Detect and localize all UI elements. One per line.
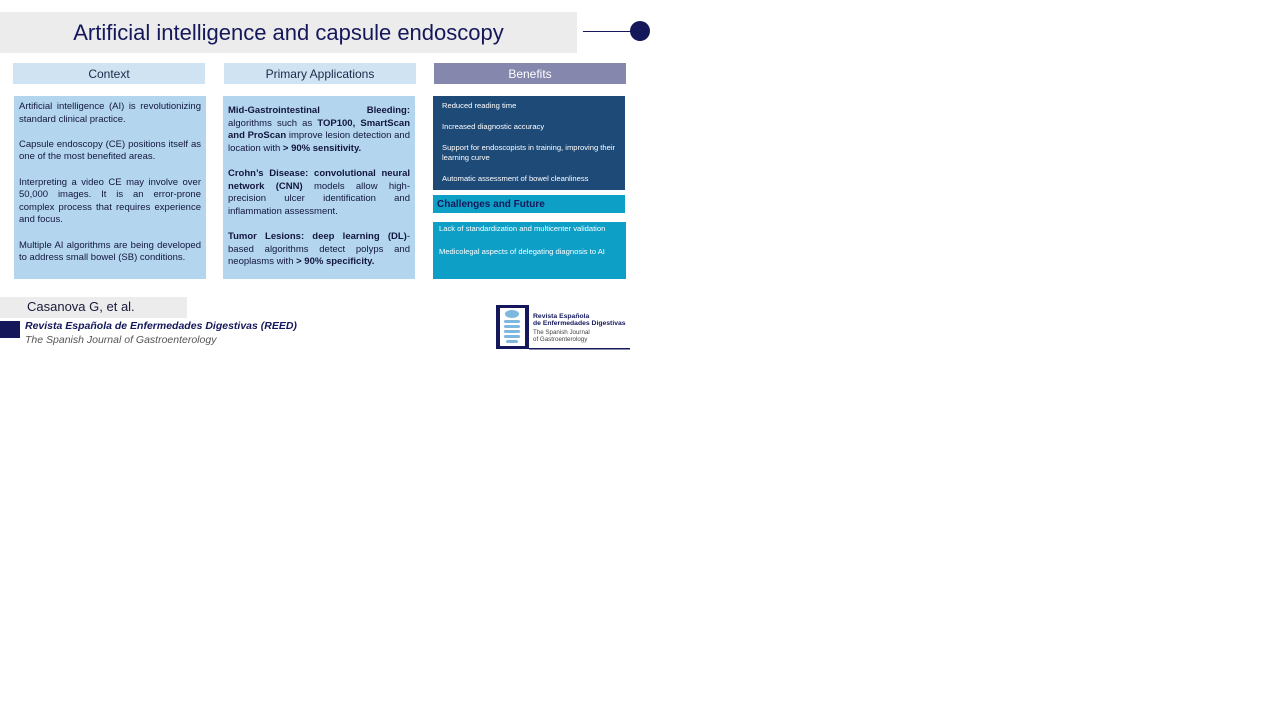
benefits-header: Benefits [434,63,626,84]
author-name: Casanova G, et al. [27,299,135,314]
logo-text: Revista Española [533,313,590,320]
logo-text: de Enfermedades Digestivas [533,320,626,327]
benefit-item: Support for endoscopists in training, improving their learning curve [442,143,616,162]
application-term: > 90% specificity. [296,256,375,268]
logo-text: The Spanish Journal [533,329,590,336]
benefit-item: Automatic assessment of bowel cleanliness [442,174,589,183]
context-paragraph: Artificial intelligence (AI) is revolutionizing standard clinical practice. [19,101,201,125]
challenges-box [433,222,626,279]
application-term: TOP100, SmartScan and ProScan [228,117,411,142]
application-term: Crohn’s Disease: convolutional neural network (CNN) [228,167,410,192]
title-decoration-dot [630,21,650,41]
application-text: algorithms such as [228,117,318,129]
application-text: improve lesion detection and location with [228,130,410,154]
application-text: models allow high-precision ulcer identification and inflammation assessment. [228,180,410,217]
journal-logo-icon [496,305,630,350]
application-item-crohns [228,168,410,218]
logo-text: of Gastroenterology [533,336,588,343]
journal-subtitle: The Spanish Journal of Gastroenterology [25,334,217,346]
journal-marker [0,321,20,338]
title-decoration-line [583,31,633,32]
context-header: Context [13,63,205,84]
benefit-item: Reduced reading time [442,101,517,110]
benefits-box [433,96,625,190]
challenge-item: Medicolegal aspects of delegating diagnosis to AI [439,246,605,256]
page-title: Artificial intelligence and capsule endoscopy [73,19,504,45]
application-item-bleeding [228,105,410,155]
context-body [14,96,206,279]
application-term: > 90% sensitivity. [282,142,362,154]
applications-body [223,96,415,279]
applications-header: Primary Applications [224,63,416,84]
application-item-tumor [228,231,410,269]
challenges-header: Challenges and Future [433,195,625,213]
challenge-item: Lack of standardization and multicenter validation [439,224,606,233]
application-text: -based algorithms detect polyps and neoplasms with [228,230,410,268]
context-paragraph: Interpreting a video CE may involve over 50,000 images. It is an error-prone complex process that requires experience and focus. [19,176,201,226]
context-paragraph: Capsule endoscopy (CE) positions itself as one of the most benefited areas. [19,138,201,163]
journal-name: Revista Española de Enfermedades Digestivas (REED) [25,320,297,332]
application-term: Mid-Gastrointestinal Bleeding: [228,105,410,116]
context-paragraph: Multiple AI algorithms are being developed to address small bowel (SB) conditions. [19,239,201,264]
application-term: Tumor Lesions: deep learning (DL) [228,230,407,242]
benefit-item: Increased diagnostic accuracy [442,122,545,131]
